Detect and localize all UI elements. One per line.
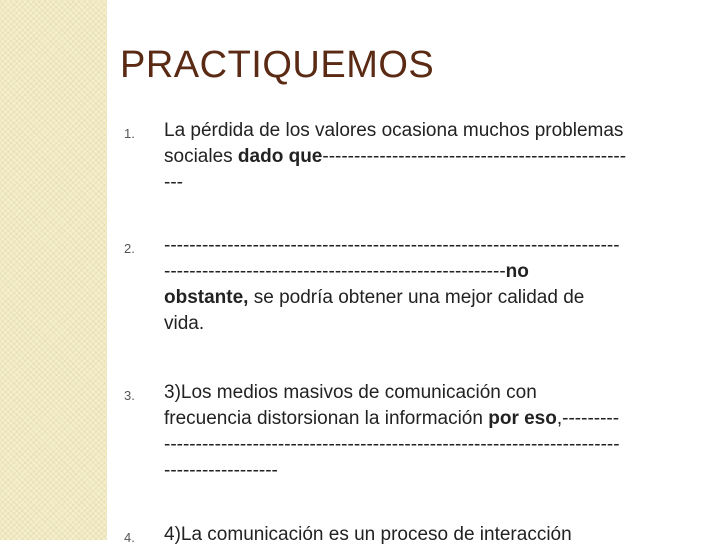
- item-text: [164, 522, 714, 548]
- text-line: La pérdida de los valores ocasiona muchos problemas: [164, 120, 624, 141]
- text-run: frecuencia distorsionan la información: [164, 408, 489, 429]
- item-text: [164, 118, 714, 196]
- item-text: [164, 380, 714, 484]
- slide-title: PRACTIQUEMOS: [120, 44, 435, 86]
- text-line: ---: [164, 172, 183, 193]
- list-number: 3.: [124, 388, 135, 403]
- text-line: ------------------------------------------------------------------------: [164, 434, 620, 455]
- text-line: [164, 259, 714, 285]
- text-line: [164, 285, 714, 311]
- text-run: sociales: [164, 146, 238, 167]
- text-line: 3)Los medios masivos de comunicación con: [164, 382, 537, 403]
- text-line: ------------------------------------------------------------------------: [164, 235, 620, 256]
- list-number: 4.: [124, 530, 135, 545]
- text-line: vida.: [164, 313, 205, 334]
- text-line: [164, 144, 714, 170]
- text-line: 4)La comunicación es un proceso de interacción: [164, 524, 572, 545]
- bold-text: no: [505, 261, 529, 282]
- decorative-texture-strip: [0, 0, 107, 540]
- text-line: ------------------: [164, 460, 278, 481]
- bold-text: obstante,: [164, 287, 249, 308]
- list-number: 1.: [124, 126, 135, 141]
- bold-text: por eso: [488, 408, 557, 429]
- item-text: [164, 233, 714, 337]
- list-number: 2.: [124, 241, 135, 256]
- dash-run: ------------------------------------------------: [322, 146, 627, 167]
- dash-run: ,---------: [556, 408, 620, 429]
- bold-text: dado que: [237, 146, 323, 167]
- text-line: [164, 406, 714, 432]
- text-run: se podría obtener una mejor calidad de: [248, 287, 585, 308]
- dash-run: ------------------------------------------------------: [164, 261, 506, 282]
